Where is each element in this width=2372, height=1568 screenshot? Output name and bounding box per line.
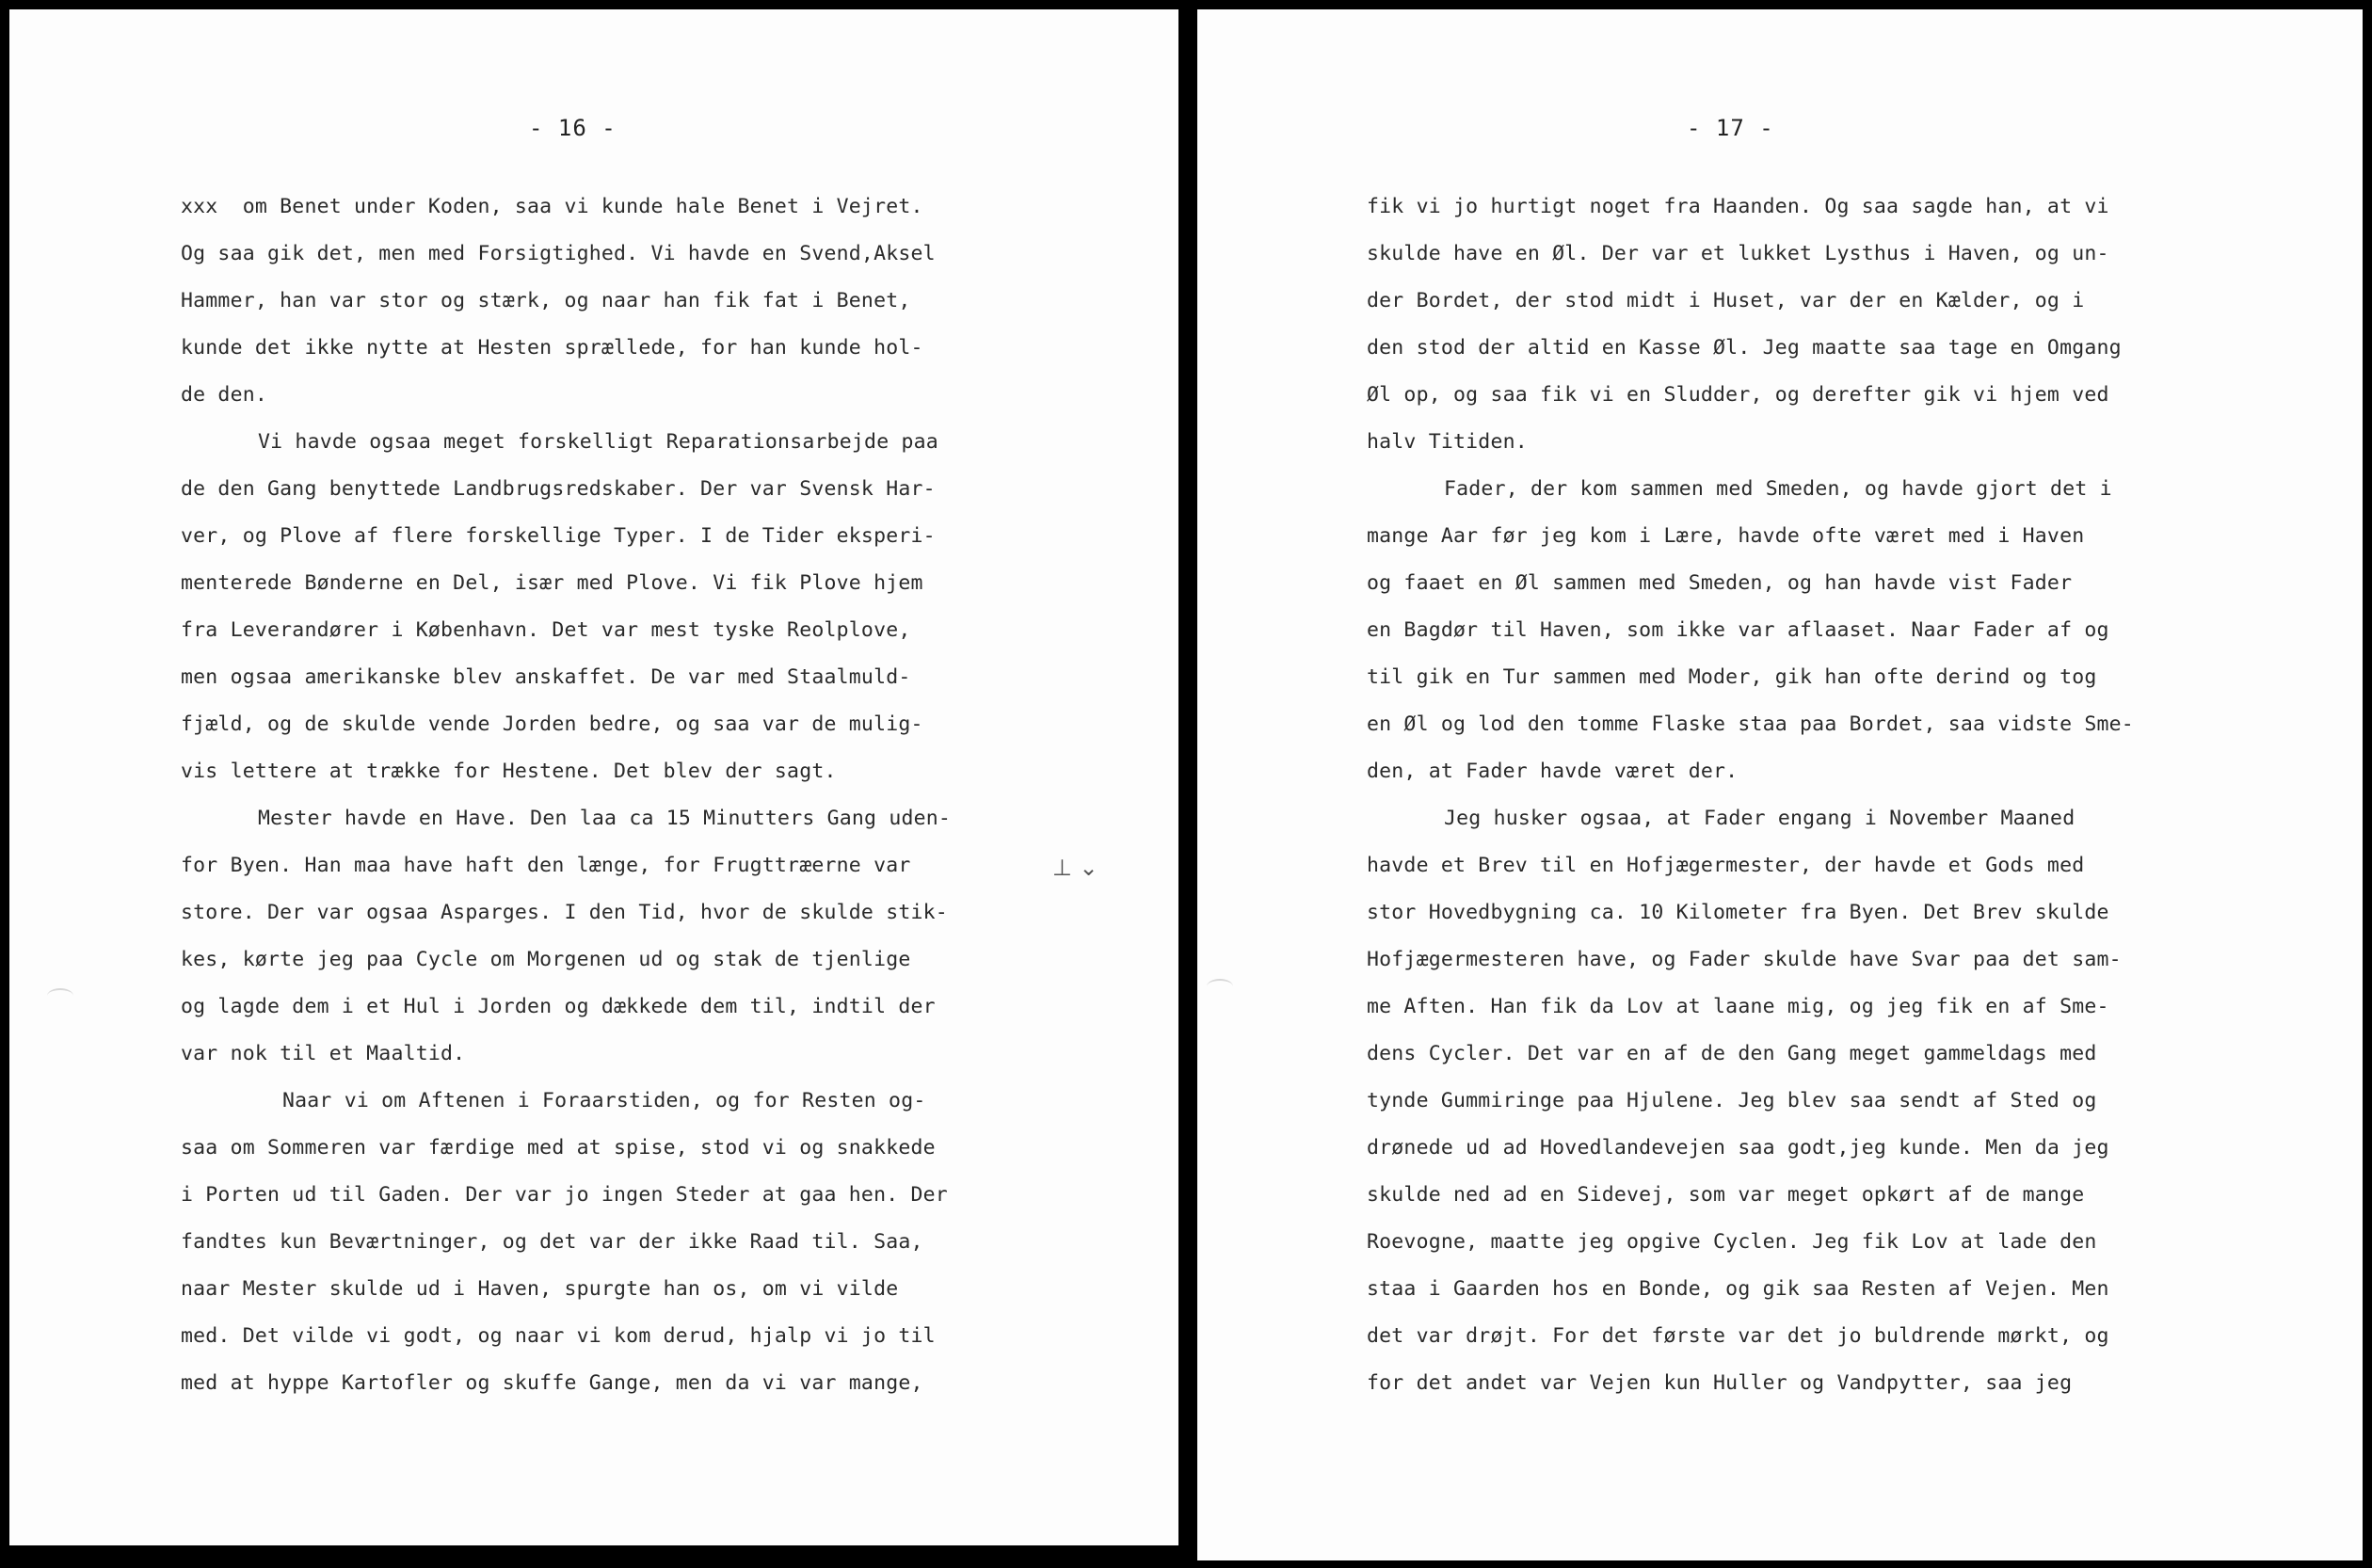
text-line: Og saa gik det, men med Forsigtighed. Vi havde en Svend,Aksel — [181, 242, 936, 265]
text-line: der Bordet, der stod midt i Huset, var der en Kælder, og i — [1367, 289, 2085, 312]
text-line: men ogsaa amerikanske blev anskaffet. De var med Staalmuld- — [181, 665, 911, 689]
margin-annotation: ⊥ ⌄ — [1052, 855, 1098, 881]
text-line: Hammer, han var stor og stærk, og naar han fik fat i Benet, — [181, 289, 911, 312]
text-line: tynde Gummiringe paa Hjulene. Jeg blev saa sendt af Sted og — [1367, 1089, 2097, 1112]
text-line: Øl op, og saa fik vi en Sludder, og derefter gik vi hjem ved — [1367, 383, 2109, 407]
text-line: kunde det ikke nytte at Hesten sprællede, for han kunde hol- — [181, 336, 923, 360]
text-line: store. Der var ogsaa Asparges. I den Tid, hvor de skulde stik- — [181, 901, 948, 924]
text-line: med. Det vilde vi godt, og naar vi kom derud, hjalp vi jo til — [181, 1324, 936, 1348]
text-line: den, at Fader havde været der. — [1367, 760, 1739, 783]
text-line: dens Cycler. Det var en af de den Gang meget gammeldags med — [1367, 1042, 2097, 1065]
text-line: de den. — [181, 383, 268, 407]
text-line: for Byen. Han maa have haft den længe, for Frugttræerne var — [181, 854, 911, 877]
text-line: Mester havde en Have. Den laa ca 15 Minutters Gang uden- — [258, 807, 952, 830]
text-line: fandtes kun Beværtninger, og det var der ikke Raad til. Saa, — [181, 1230, 923, 1254]
text-line: en Bagdør til Haven, som ikke var aflaaset. Naar Fader af og — [1367, 618, 2109, 642]
text-line: det var drøjt. For det første var det jo buldrende mørkt, og — [1367, 1324, 2109, 1348]
right-page-body — [1367, 184, 2270, 1407]
text-line: fra Leverandører i København. Det var mest tyske Reolplove, — [181, 618, 911, 642]
left-page — [9, 9, 1178, 1545]
text-line: Fader, der kom sammen med Smeden, og havde gjort det i — [1444, 477, 2112, 501]
text-line: Naar vi om Aftenen i Foraarstiden, og for Resten og- — [282, 1089, 926, 1112]
punch-hole-mark — [47, 988, 73, 1003]
page-number-17: - 17 - — [1687, 115, 1774, 141]
text-line: skulde have en Øl. Der var et lukket Lysthus i Haven, og un- — [1367, 242, 2109, 265]
text-line: stor Hovedbygning ca. 10 Kilometer fra Byen. Det Brev skulde — [1367, 901, 2109, 924]
text-line: en Øl og lod den tomme Flaske staa paa Bordet, saa vidste Sme- — [1367, 712, 2134, 736]
text-line: Roevogne, maatte jeg opgive Cyclen. Jeg fik Lov at lade den — [1367, 1230, 2097, 1254]
text-line: mange Aar før jeg kom i Lære, havde ofte været med i Haven — [1367, 524, 2085, 548]
text-line: drønede ud ad Hovedlandevejen saa godt,jeg kunde. Men da jeg — [1367, 1136, 2109, 1160]
page-number-16: - 16 - — [529, 115, 617, 141]
text-line: ver, og Plove af flere forskellige Typer. I de Tider eksperi- — [181, 524, 936, 548]
text-line: den stod der altid en Kasse Øl. Jeg maatte saa tage en Omgang — [1367, 336, 2122, 360]
text-line: havde et Brev til en Hofjægermester, der havde et Gods med — [1367, 854, 2085, 877]
text-line: vis lettere at trække for Hestene. Det blev der sagt. — [181, 760, 837, 783]
text-line: og lagde dem i et Hul i Jorden og dækkede dem til, indtil der — [181, 995, 936, 1018]
text-line: Hofjægermesteren have, og Fader skulde have Svar paa det sam- — [1367, 948, 2122, 971]
text-line: de den Gang benyttede Landbrugsredskaber. Der var Svensk Har- — [181, 477, 936, 501]
text-line: saa om Sommeren var færdige med at spise, stod vi og snakkede — [181, 1136, 936, 1160]
text-line: fjæld, og de skulde vende Jorden bedre, og saa var de mulig- — [181, 712, 923, 736]
text-line: fik vi jo hurtigt noget fra Haanden. Og saa sagde han, at vi — [1367, 195, 2109, 218]
right-page — [1197, 9, 2363, 1560]
text-line: var nok til et Maaltid. — [181, 1042, 466, 1065]
text-line: menterede Bønderne en Del, især med Plove. Vi fik Plove hjem — [181, 571, 923, 595]
text-line: me Aften. Han fik da Lov at laane mig, og jeg fik en af Sme- — [1367, 995, 2109, 1018]
text-line: og faaet en Øl sammen med Smeden, og han havde vist Fader — [1367, 571, 2073, 595]
text-line: for det andet var Vejen kun Huller og Vandpytter, saa jeg — [1367, 1371, 2073, 1395]
left-page-body — [181, 184, 1084, 1407]
text-line: Vi havde ogsaa meget forskelligt Reparationsarbejde paa — [258, 430, 938, 454]
text-line: til gik en Tur sammen med Moder, gik han ofte derind og tog — [1367, 665, 2097, 689]
text-line: naar Mester skulde ud i Haven, spurgte han os, om vi vilde — [181, 1277, 899, 1301]
text-line: kes, kørte jeg paa Cycle om Morgenen ud og stak de tjenlige — [181, 948, 911, 971]
text-line: Jeg husker ogsaa, at Fader engang i November Maaned — [1444, 807, 2076, 830]
punch-hole-mark — [1207, 979, 1233, 994]
text-line: med at hyppe Kartofler og skuffe Gange, men da vi var mange, — [181, 1371, 923, 1395]
text-line: staa i Gaarden hos en Bonde, og gik saa Resten af Vejen. Men — [1367, 1277, 2109, 1301]
text-line: i Porten ud til Gaden. Der var jo ingen Steder at gaa hen. Der — [181, 1183, 948, 1207]
text-line: halv Titiden. — [1367, 430, 1528, 454]
text-line: skulde ned ad en Sidevej, som var meget opkørt af de mange — [1367, 1183, 2085, 1207]
text-line: xxx om Benet under Koden, saa vi kunde hale Benet i Vejret. — [181, 195, 923, 218]
